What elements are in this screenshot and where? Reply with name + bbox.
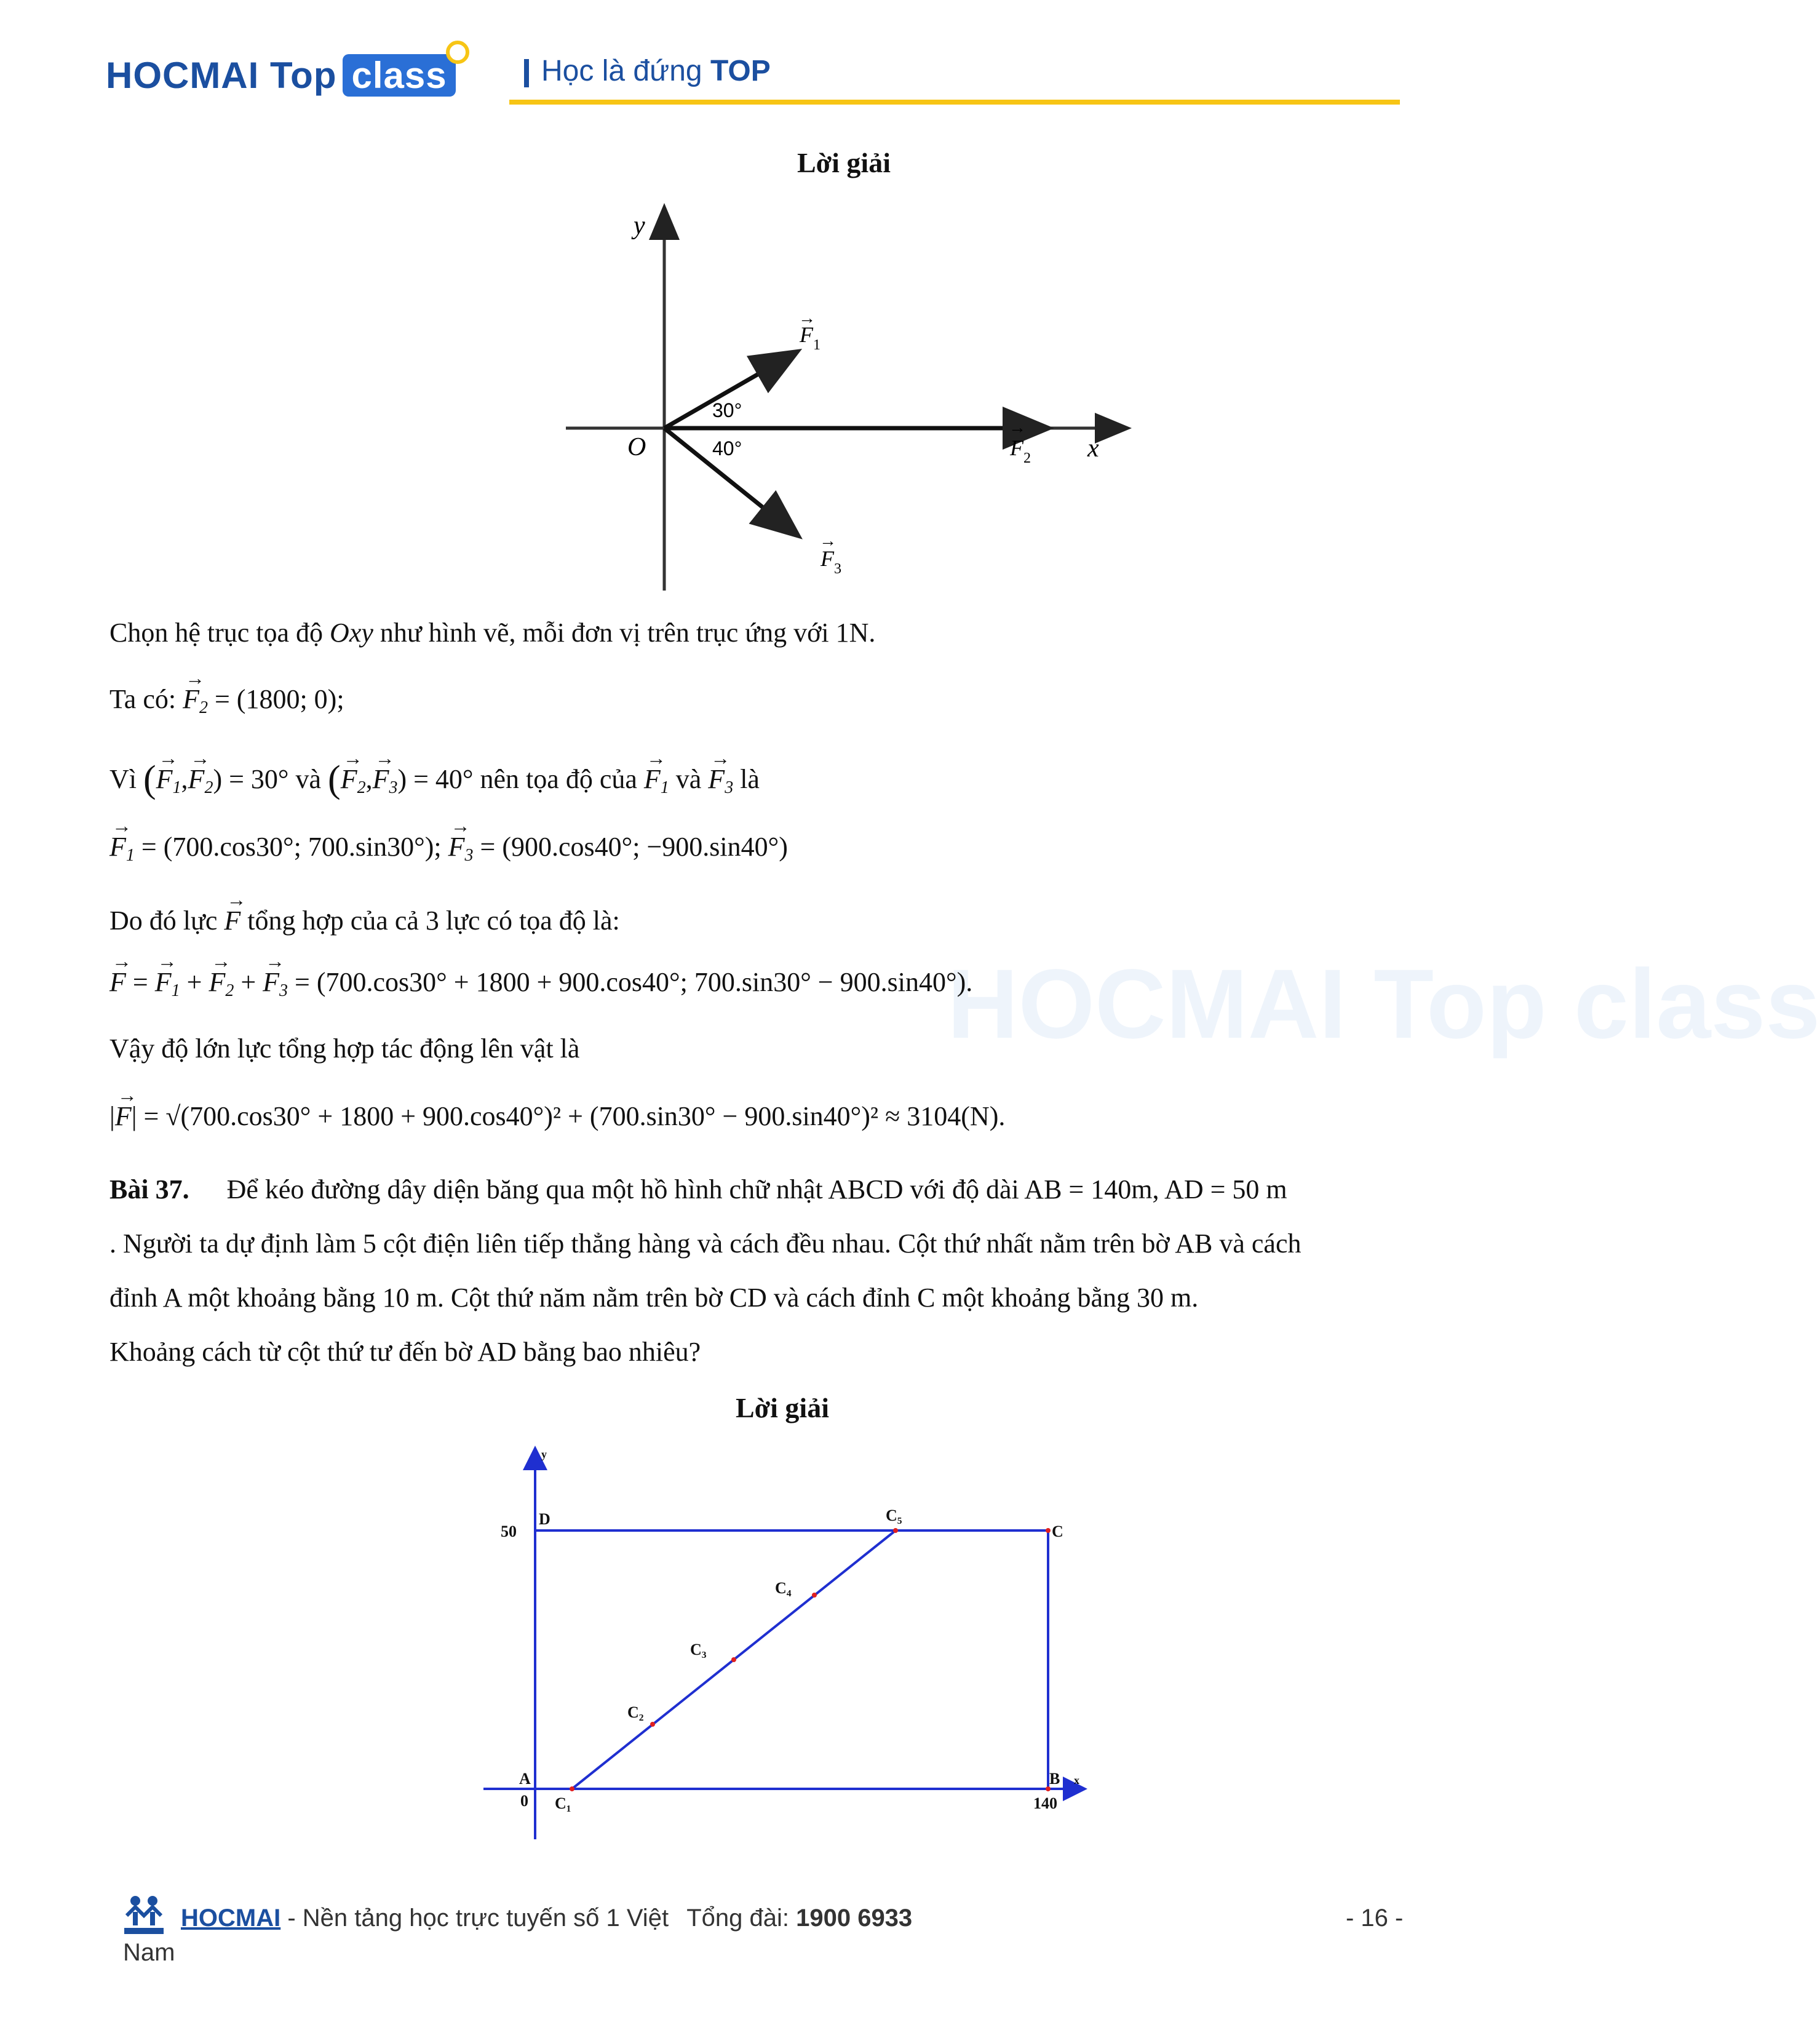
logo-class-badge xyxy=(343,54,455,97)
line6: = (700.cos30° + 1800 + 900.cos40°; 700.sin30° − 900.sin40°). xyxy=(295,967,973,997)
line-magnitude: |→ F| = √(700.cos30° + 1800 + 900.cos40°)² + (700.sin30° − 900.sin40°)² ≈ 3104(N). xyxy=(109,1101,1005,1132)
f2-letter: F xyxy=(1010,436,1023,460)
label-f2 xyxy=(1009,418,1031,466)
line5-a: Do đó lực xyxy=(109,906,218,936)
line-angles: Vì (→ $F_1,\to F_2) = 30^\circ$ và (→ $F_2,\to F_3) = 40^\circ$ nên tọa độ của → $F_1$ và → $F_3$ là xyxy=(109,758,760,802)
vec-f-c: → F xyxy=(115,1101,132,1132)
footer-tagline: - Nền tảng học trực tuyến số 1 Việt xyxy=(287,1905,669,1932)
lake-label-d: D xyxy=(539,1510,550,1528)
label-x: x xyxy=(1087,434,1099,463)
vec-f3-c: → $F_3$ xyxy=(448,832,474,866)
page-number: - 16 - xyxy=(1346,1905,1404,1932)
vec-f1-d: → $F_1$ xyxy=(155,967,180,1001)
label-f1 xyxy=(798,308,821,353)
f2-sub: 2 xyxy=(1023,450,1031,466)
svg-text:→: → xyxy=(819,531,836,550)
line3-b: ) = 30° xyxy=(213,764,289,794)
solution-2-title: Lời giải xyxy=(736,1392,829,1423)
slogan-divider xyxy=(524,59,529,87)
footer-nam: Nam xyxy=(123,1939,175,1966)
line8-b: ≈ 3104(N). xyxy=(885,1101,1006,1131)
line8-a: = √(700.cos30° + 1800 + 900.cos40°)² + (700.sin30° − 900.sin40°)² xyxy=(143,1101,879,1131)
svg-text:→: → xyxy=(798,308,816,327)
footer-hotline: 1900 6933 xyxy=(796,1905,913,1932)
svg-text:→: → xyxy=(1009,418,1026,437)
lake-diagram xyxy=(480,1439,1095,1845)
f1-letter: F xyxy=(800,322,813,347)
problem-37-line4: Khoảng cách từ cột thứ tư đến bờ AD bằng bao nhiêu? xyxy=(109,1337,701,1367)
problem-37-line1 xyxy=(109,1163,1463,1217)
problem-37-text-1: Để kéo đường dây diện băng qua một hồ hình chữ nhật ABCD với độ dài AB = 140m, AD = 50 m xyxy=(226,1174,1287,1204)
vec-f3-b: → $F_3$ xyxy=(708,764,733,798)
label-f3 xyxy=(819,531,841,577)
line4-b: = (900.cos40°; −900.sin40°) xyxy=(480,832,788,862)
hocmai-logo xyxy=(106,54,456,97)
lake-label-0: 0 xyxy=(520,1792,528,1810)
vec-f-b: → F xyxy=(109,967,126,998)
vec-f1-b: → $F_1$ xyxy=(644,764,669,798)
line1-a: Chọn hệ trục tọa độ xyxy=(109,618,324,648)
line3-g: là xyxy=(740,764,760,794)
label-y: y xyxy=(634,212,645,240)
line2-a: Ta có: xyxy=(109,684,177,714)
f3-sub: 3 xyxy=(834,561,841,577)
line-choose-axes xyxy=(109,618,875,649)
label-angle-30: 30° xyxy=(712,399,742,421)
slogan-bold: TOP xyxy=(710,55,771,87)
paren-open-1: ( xyxy=(143,758,156,800)
problem-37 xyxy=(109,1163,1463,1379)
line-magnitude-intro: Vậy độ lớn lực tổng hợp tác động lên vật là xyxy=(109,1033,580,1064)
line3-e: nên tọa độ của xyxy=(480,764,637,794)
f3-letter: F xyxy=(821,546,834,571)
watermark: HOCMAI Top class xyxy=(947,949,1820,1059)
label-angle-40: 40° xyxy=(712,437,742,460)
line3-f: và xyxy=(675,764,702,794)
vec-f1-a: → $F_1$ xyxy=(156,764,181,798)
footer-hotline-label: Tổng đài: xyxy=(686,1905,789,1932)
force-diagram xyxy=(554,197,1144,603)
line-f2-value xyxy=(109,684,344,718)
line5-b: tổng hợp của cả 3 lực có tọa độ là: xyxy=(247,906,620,936)
point-c4 xyxy=(812,1593,817,1598)
line-resultant-sum: → F = → $F_1$ + → $F_2$ + → $F_3 = (700.\cos 30^\circ + 1800 + 900.\cos 40^\circ$; 700.sin30° − 900.sin40°). xyxy=(109,967,972,1001)
lake-label-c4: C₄ xyxy=(775,1579,792,1597)
line-resultant-intro xyxy=(109,906,620,937)
sun-icon xyxy=(446,41,469,64)
vec-f2-a: → $F_2$ xyxy=(188,764,213,798)
problem-37-line3: đỉnh A một khoảng bằng 10 m. Cột thứ năm nằm trên bờ CD và cách đỉnh C một khoảng bằng 30 m. xyxy=(109,1283,1199,1313)
line3-c: và xyxy=(295,764,322,794)
lake-label-c5: C₅ xyxy=(886,1507,902,1524)
lake-rectangle xyxy=(535,1530,1048,1789)
vec-f1-c: → $F_1$ xyxy=(109,832,135,866)
vec-f-a: → F xyxy=(224,906,240,937)
line3-d: ) = 40° xyxy=(397,764,474,794)
lake-label-y: y xyxy=(541,1448,547,1460)
point-c3 xyxy=(731,1657,736,1662)
lake-label-c3: C₃ xyxy=(690,1641,707,1658)
header-underline xyxy=(509,100,1400,105)
lake-label-c2: C₂ xyxy=(627,1703,644,1721)
point-c1 xyxy=(570,1786,574,1791)
line3-a: Vì xyxy=(109,764,137,794)
lake-label-c1: C₁ xyxy=(555,1794,571,1812)
hocmai-people-icon xyxy=(121,1893,167,1936)
lake-label-140: 140 xyxy=(1033,1794,1057,1812)
lake-label-50: 50 xyxy=(501,1522,517,1540)
point-c5 xyxy=(893,1528,898,1533)
vec-f3-a: → $F_3$ xyxy=(373,764,398,798)
vec-f2: → $F_2$ xyxy=(183,684,208,718)
lake-label-b: B xyxy=(1049,1770,1060,1788)
lake-label-a: A xyxy=(519,1770,531,1788)
lake-label-c: C xyxy=(1052,1522,1063,1540)
point-c xyxy=(1046,1528,1051,1533)
line1-b: Oxy xyxy=(330,618,373,648)
footer-brand-link[interactable]: HOCMAI xyxy=(181,1905,281,1932)
problem-37-line2: . Người ta dự định làm 5 cột điện liên tiếp thẳng hàng và cách đều nhau. Cột thứ nhất nằm trên bờ AB và cách xyxy=(109,1228,1301,1259)
vec-f2-d: → $F_2$ xyxy=(209,967,234,1001)
paren-open-2: ( xyxy=(328,758,341,800)
logo-text: HOCMAI Top xyxy=(106,55,337,96)
line1-d: 1N. xyxy=(835,618,876,648)
point-c2 xyxy=(650,1722,655,1727)
slogan-prefix: Học là đứng xyxy=(541,55,702,87)
vec-f2-b: → $F_2$ xyxy=(341,764,366,798)
line1-c: như hình vẽ, mỗi đơn vị trên trục ứng với xyxy=(379,618,829,648)
header-slogan xyxy=(541,54,771,88)
problem-37-label: Bài 37. xyxy=(109,1174,189,1204)
footer-line xyxy=(181,1905,912,1932)
vec-f3-d: → $F_3$ xyxy=(263,967,288,1001)
f1-sub: 1 xyxy=(813,337,821,353)
logo-class-text: class xyxy=(351,55,447,96)
lake-label-x: x xyxy=(1074,1774,1079,1786)
solution-1-title: Lời giải xyxy=(797,147,891,178)
line4-a: = (700.cos30°; 700.sin30°); xyxy=(141,832,442,862)
label-origin: O xyxy=(627,433,646,461)
line2-b: = (1800; 0); xyxy=(214,684,344,714)
line-f1-f3-coords xyxy=(109,832,788,866)
